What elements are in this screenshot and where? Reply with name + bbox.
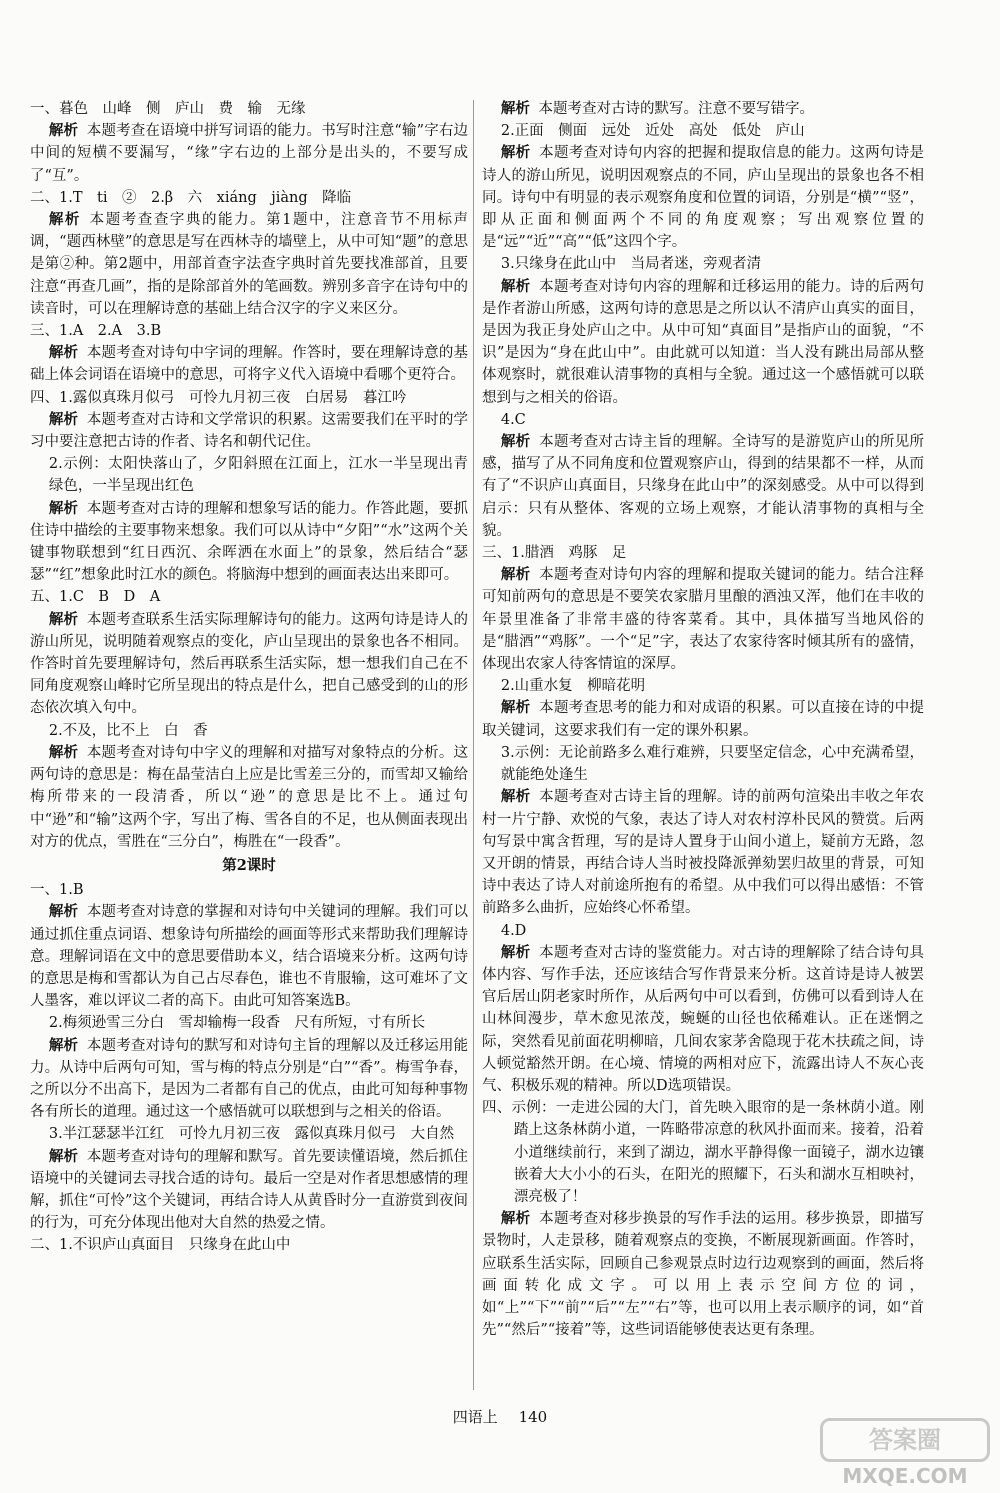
answer-line: 二、1.不识庐山真面目 只缘身在此山中 bbox=[30, 1237, 291, 1254]
explanation-paragraph bbox=[30, 1035, 468, 1124]
explanation-label: 解析 bbox=[500, 567, 531, 584]
explanation-text: 本题考查对古诗主旨的理解。诗的前两句渲染出丰收之年农村一片宁静、欢悦的气象，表达了诗人对农村淳朴民风的赞赏。后两句写景中寓含哲理，写的是诗人置身于山间小道上，疑前方无路，忽又开朗的情景，再结合诗人当时被投降派弹劾罢归故里的背景，可知诗中表达了诗人对前途所抱有的希望。从中我们可以得出感悟：不管前路多么曲折，应始终心怀希望。 bbox=[482, 789, 925, 917]
explanation-label: 解析 bbox=[48, 500, 79, 517]
explanation-text: 本题考查查字典的能力。第1题中，注意音节不用标声调，“题西林壁”的意思是写在西林寺的墙壁上，从中可知“题”的意思是第②种。第2题中，用部首查字法查字典时首先要找准部首，且要注意“再查几画”，指的是除部首外的笔画数。辨别多音字在诗句中的读音时，可以在理解诗意的基础上结合汉字的字义来区分。 bbox=[30, 212, 468, 317]
explanation-paragraph bbox=[482, 431, 924, 542]
explanation-paragraph bbox=[30, 209, 468, 320]
explanation-paragraph bbox=[482, 786, 924, 919]
explanation-text: 本题考查联系生活实际理解诗句的能力。这两句诗是诗人的游山所见，说明随着观察点的变化，庐山呈现出的景象也各不相同。作答时首先要理解诗句，然后再联系生活实际，想一想我们自己在不同角度观察山峰时它所呈现出的特点是什么，把自己感受到的山的形态依次填入句中。 bbox=[30, 611, 469, 717]
explanation-paragraph bbox=[482, 276, 924, 409]
explanation-paragraph bbox=[30, 342, 468, 386]
explanation-paragraph bbox=[30, 742, 468, 853]
explanation-label: 解析 bbox=[48, 1037, 79, 1054]
watermark-logo-text: 答案圈 bbox=[820, 1418, 990, 1462]
sub-answer-line: 2.示例：太阳快落山了，夕阳斜照在江面上，江水一半呈现出青绿色，一半呈现出红色 bbox=[48, 456, 468, 495]
answer-line: 一、暮色 山峰 侧 庐山 费 输 无缘 bbox=[30, 101, 306, 117]
section-title: 第2课时 bbox=[222, 856, 276, 874]
book-label: 四语上 bbox=[452, 1408, 498, 1426]
explanation-paragraph bbox=[30, 609, 468, 720]
sub-answer-line: 4.D bbox=[500, 922, 527, 939]
sub-answer-line: 4.C bbox=[500, 411, 526, 428]
explanation-paragraph bbox=[482, 564, 924, 675]
answer-line: 一、1.B bbox=[30, 882, 84, 899]
page-number: 140 bbox=[518, 1408, 548, 1426]
answer-line: 五、1.C B D A bbox=[30, 589, 161, 606]
explanation-paragraph bbox=[30, 409, 468, 453]
explanation-label: 解析 bbox=[48, 744, 79, 761]
explanation-paragraph bbox=[482, 942, 924, 1097]
left-column bbox=[30, 98, 468, 1257]
answer-line: 三、1.腊酒 鸡豚 足 bbox=[482, 545, 627, 562]
explanation-text: 本题考查对诗句内容的理解和提取关键词的能力。结合注释可知前两句的意思是不要笑农家腊月里酿的酒浊又浑，他们在丰收的年景里准备了非常丰盛的待客菜肴。其中，具体描写当地风俗的是“腊酒”“鸡豚”。一个“足”字，表达了农家待客时倾其所有的盛情，体现出农家人待客情谊的深厚。 bbox=[482, 567, 925, 673]
answer-line: 四、示例：一走进公园的大门，首先映入眼帘的是一条林荫小道。刚踏上这条林荫小道，一阵略带凉意的秋风扑面而来。接着，沿着小道继续前行，来到了湖边，湖水平静得像一面镜子，湖水边镶嵌着大大小小的石头，在阳光的照耀下，石头和湖水互相映衬，漂亮极了！ bbox=[482, 1100, 924, 1205]
column-divider bbox=[473, 100, 474, 1390]
answer-line: 四、1.露似真珠月似弓 可怜九月初三夜 白居易 暮江吟 bbox=[30, 389, 407, 406]
sub-answer-line: 2.山重水复 柳暗花明 bbox=[500, 678, 646, 695]
explanation-text: 本题考查对诗句内容的理解和迁移运用的能力。诗的后两句是作者游山所感，这两句诗的意思是之所以认不清庐山真实的面目，是因为我正身处庐山之中。从中可知“真面目”是指庐山的面貌，“不识”是因为“身在此山中”。由此就可以知道：当人没有跳出局部从整体观察时，就很难认清事物的真相与全貌。通过这一个感悟就可以联想到与之相关的俗语。 bbox=[482, 278, 925, 406]
explanation-text: 本题考查对移步换景的写作手法的运用。移步换景，即描写景物时，人走景移，随着观察点的变换，不断展现新画面。作答时，应联系生活实际，回顾自己参观景点时边行边观察到的画面，然后将画面转化成文字。可以用上表示空间方位的词，如“上”“下”“前”“后”“左”“右”等，也可以用上表示顺序的词，如“首先”“然后”“接着”等，这些词语能够使表达更有条理。 bbox=[482, 1211, 925, 1339]
explanation-label: 解析 bbox=[500, 944, 531, 961]
explanation-label: 解析 bbox=[48, 212, 81, 229]
explanation-label: 解析 bbox=[48, 123, 79, 140]
explanation-text: 本题考查对古诗的默写。注意不要写错字。 bbox=[538, 101, 815, 117]
explanation-label: 解析 bbox=[500, 145, 531, 162]
explanation-label: 解析 bbox=[500, 1211, 531, 1228]
explanation-text: 本题考查对诗句中字词的理解。作答时，要在理解诗意的基础上体会词语在语境中的意思，可将字义代入语境中看哪个更符合。 bbox=[30, 345, 469, 384]
explanation-paragraph bbox=[482, 98, 924, 120]
explanation-text: 本题考查在语境中拼写词语的能力。书写时注意“输”字右边中间的短横不要漏写，“缘”字右边的上部分是出头的，不要写成了“互”。 bbox=[30, 123, 468, 184]
explanation-text: 本题考查对诗句中字义的理解和对描写对象特点的分析。这两句诗的意思是：梅在晶莹洁白上应是比雪差三分的，而雪却又输给梅所带来的一段清香，所以“逊”的意思是比不上。通过句中“逊”和“输”这两个字，写出了梅、雪各自的不足，也从侧面表现出对方的优点，雪胜在“三分白”，梅胜在“一段香”。 bbox=[30, 744, 469, 850]
explanation-paragraph bbox=[482, 697, 924, 741]
explanation-label: 解析 bbox=[48, 904, 79, 921]
explanation-label: 解析 bbox=[500, 101, 530, 117]
explanation-label: 解析 bbox=[500, 434, 531, 451]
explanation-text: 本题考查思考的能力和对成语的积累。可以直接在诗的中提取关键词，这要求我们有一定的课外积累。 bbox=[482, 700, 925, 739]
explanation-text: 本题考查对古诗的理解和想象写话的能力。作答此题，要抓住诗中描绘的主要事物来想象。我们可以从诗中“夕阳”“水”这两个关键事物联想到“红日西沉、余晖洒在水面上”的景象，然后结合“瑟瑟”“红”想象此时江水的颜色。将脑海中想到的画面表达出来即可。 bbox=[30, 500, 469, 584]
sub-answer-line: 2.梅须逊雪三分白 雪却输梅一段香 尺有所短，寸有所长 bbox=[48, 1015, 426, 1032]
explanation-paragraph bbox=[30, 1146, 468, 1235]
explanation-paragraph bbox=[482, 1208, 924, 1341]
sub-answer-line: 3.示例：无论前路多么难行难辨，只要坚定信念，心中充满希望，就能绝处逢生 bbox=[500, 744, 924, 784]
explanation-label: 解析 bbox=[500, 278, 531, 295]
watermark-url: MXQE.COM bbox=[842, 1464, 968, 1488]
sub-answer-line: 3.半江瑟瑟半江红 可怜九月初三夜 露似真珠月似弓 大自然 bbox=[48, 1126, 455, 1143]
answer-line: 二、1.T ti ② 2.β 六 xiáng jiàng 降临 bbox=[30, 189, 352, 206]
watermark-logo bbox=[820, 1418, 990, 1488]
explanation-text: 本题考查对诗句内容的把握和提取信息的能力。这两句诗是诗人的游山所见，说明因观察点的不同，庐山呈现出的景象也各不相同。诗句中有明显的表示观察角度和位置的词语，分别是“横”“竖”，即从正面和侧面两个不同的角度观察；写出观察位置的是“远”“近”“高”“低”这四个字。 bbox=[482, 145, 925, 251]
explanation-text: 本题考查对诗意的掌握和对诗句中关键词的理解。我们可以通过抓住重点词语、想象诗句所描绘的画面等形式来帮助我们理解诗意。理解词语在文中的意思要借助本义，结合语境来分析。这两句诗的意思是梅和雪都认为自己占尽春色，谁也不肯服输，这可难坏了文人墨客，难以评议二者的高下。由此可知答案选B。 bbox=[30, 904, 469, 1010]
sub-answer-line: 3.只缘身在此山中 当局者迷，旁观者清 bbox=[500, 256, 762, 273]
right-column bbox=[482, 98, 924, 1341]
explanation-label: 解析 bbox=[48, 611, 79, 628]
explanation-text: 本题考查对古诗和文学常识的积累。这需要我们在平时的学习中要注意把古诗的作者、诗名和朝代记住。 bbox=[30, 411, 469, 451]
explanation-paragraph bbox=[30, 901, 468, 1012]
explanation-label: 解析 bbox=[48, 411, 79, 428]
explanation-paragraph bbox=[30, 120, 468, 187]
explanation-label: 解析 bbox=[48, 345, 79, 362]
explanation-label: 解析 bbox=[48, 1148, 79, 1165]
sub-answer-line: 2.正面 侧面 远处 近处 高处 低处 庐山 bbox=[500, 123, 805, 140]
explanation-text: 本题考查对诗句的理解和默写。首先要读懂语境，然后抓住语境中的关键词去寻找合适的诗句。最后一空是对作者思想感情的理解，抓住“可怜”这个关键词，再结合诗人从黄昏时分一直游赏到夜间的行为，可充分体现出他对大自然的热爱之情。 bbox=[30, 1148, 469, 1232]
sub-answer-line: 2.不及，比不上 白 香 bbox=[48, 722, 208, 739]
explanation-label: 解析 bbox=[500, 700, 531, 717]
explanation-text: 本题考查对古诗的鉴赏能力。对古诗的理解除了结合诗句具体内容、写作手法，还应该结合写作背景来分析。这首诗是诗人被罢官后居山阴老家时所作，从后两句中可以看到，仿佛可以看到诗人在山林间漫步，草木愈见浓茂，蜿蜒的山径也依稀难认。正在迷惘之际，突然看见前面花明柳暗，几间农家茅舍隐现于花木扶疏之间，诗人顿觉豁然开朗。在心境、情境的两相对应下，流露出诗人不灰心丧气、积极乐观的精神。所以D选项错误。 bbox=[482, 944, 925, 1094]
answer-line: 三、1.A 2.A 3.B bbox=[30, 323, 162, 340]
explanation-paragraph bbox=[30, 498, 468, 587]
explanation-paragraph bbox=[482, 142, 924, 253]
explanation-text: 本题考查对诗句的默写和对诗句主旨的理解以及迁移运用能力。从诗中后两句可知，雪与梅的特点分别是“白”“香”。梅雪争春，之所以分不出高下，是因为二者都有自己的优点，由此可知每种事物各有所长的道理。通过这一个感悟就可以联想到与之相关的俗语。 bbox=[30, 1037, 469, 1121]
explanation-label: 解析 bbox=[500, 789, 531, 806]
explanation-text: 本题考查对古诗主旨的理解。全诗写的是游览庐山的所见所感，描写了从不同角度和位置观察庐山，得到的结果都不一样，从而有了“不识庐山真面目，只缘身在此山中”的深刻感受。从中可以得到启示：只有从整体、客观的立场上观察，才能认清事物的真相与全貌。 bbox=[482, 434, 925, 539]
